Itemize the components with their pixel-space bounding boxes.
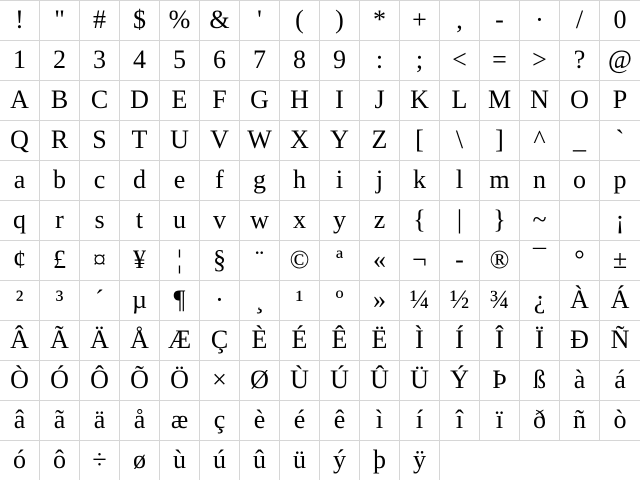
glyph-cell[interactable]: { [400, 201, 440, 240]
glyph-cell[interactable]: C [80, 81, 120, 120]
glyph-cell[interactable]: , [440, 1, 480, 40]
glyph-cell[interactable]: á [614, 365, 626, 394]
glyph-cell[interactable]: Ô [80, 361, 120, 400]
glyph-cell[interactable]: G [240, 81, 280, 120]
glyph-cell[interactable]: ^ [520, 121, 560, 160]
glyph-cell[interactable]: ' [240, 1, 280, 40]
glyph-cell[interactable]: ½ [440, 281, 480, 320]
glyph-cell[interactable]: y [320, 201, 360, 240]
glyph-cell[interactable]: ¾ [480, 281, 520, 320]
glyph-cell[interactable]: Ç [200, 321, 240, 360]
glyph-cell[interactable]: L [440, 81, 480, 120]
glyph-cell[interactable]: Ã [40, 321, 80, 360]
glyph-cell[interactable]: - [440, 241, 480, 280]
glyph-cell[interactable]: © [280, 241, 320, 280]
glyph-cell[interactable]: ¦ [160, 241, 200, 280]
glyph-cell[interactable]: $ [120, 1, 160, 40]
glyph-cell[interactable]: - [480, 1, 520, 40]
glyph-cell[interactable]: Á [610, 285, 630, 314]
glyph-cell[interactable]: z [360, 201, 400, 240]
glyph-cell[interactable]: U [160, 121, 200, 160]
glyph-cell[interactable]: ç [200, 401, 240, 440]
glyph-cell[interactable]: ý [320, 441, 360, 480]
glyph-row [0, 280, 640, 320]
glyph-cell[interactable]: ; [400, 41, 440, 80]
glyph-cell[interactable]: ] [480, 121, 520, 160]
glyph-cell[interactable]: ` [615, 125, 625, 154]
glyph-cell[interactable]: 7 [240, 41, 280, 80]
glyph-cell[interactable]: } [480, 201, 520, 240]
glyph-cell[interactable]: ÿ [400, 441, 440, 480]
glyph-cell[interactable]: û [240, 441, 280, 480]
glyph-cell[interactable]: Y [320, 121, 360, 160]
glyph-cell[interactable]: = [480, 41, 520, 80]
glyph-row [0, 120, 640, 160]
glyph-cell[interactable]: é [280, 401, 320, 440]
glyph-cell[interactable]: £ [40, 241, 80, 280]
glyph-cell[interactable]: X [280, 121, 320, 160]
glyph-cell[interactable]: Æ [160, 321, 200, 360]
glyph-cell[interactable]: % [160, 1, 200, 40]
glyph-cell[interactable]: & [200, 1, 240, 40]
glyph-cell[interactable]: h [280, 161, 320, 200]
glyph-cell[interactable]: \ [440, 121, 480, 160]
glyph-cell[interactable]: Z [360, 121, 400, 160]
glyph-cell[interactable]: K [400, 81, 440, 120]
glyph-cell[interactable]: o [560, 161, 600, 200]
glyph-cell[interactable]: f [200, 161, 240, 200]
glyph-cell[interactable]: l [440, 161, 480, 200]
glyph-cell[interactable]: D [120, 81, 160, 120]
glyph-cell[interactable]: d [120, 161, 160, 200]
glyph-cell[interactable]: 6 [200, 41, 240, 80]
glyph-cell[interactable]: s [80, 201, 120, 240]
glyph-cell[interactable]: È [240, 321, 280, 360]
glyph-cell[interactable]: æ [160, 401, 200, 440]
glyph-cell[interactable]: ¶ [160, 281, 200, 320]
glyph-cell[interactable]: Ð [560, 321, 600, 360]
glyph-cell[interactable]: N [520, 81, 560, 120]
glyph-cell[interactable]: ú [200, 441, 240, 480]
glyph-cell[interactable]: Þ [480, 361, 520, 400]
glyph-cell[interactable]: ¥ [120, 241, 160, 280]
glyph-cell[interactable]: 2 [40, 41, 80, 80]
glyph-cell[interactable]: x [280, 201, 320, 240]
glyph-cell[interactable]: å [120, 401, 160, 440]
glyph-cell[interactable]: ÷ [80, 441, 120, 480]
glyph-cell[interactable]: ù [160, 441, 200, 480]
glyph-cell[interactable]: ì [360, 401, 400, 440]
glyph-cell[interactable]: Û [360, 361, 400, 400]
glyph-cell[interactable]: 9 [320, 41, 360, 80]
glyph-cell[interactable]: u [160, 201, 200, 240]
glyph-cell[interactable]: V [200, 121, 240, 160]
glyph-cell[interactable]: A [0, 81, 40, 120]
glyph-cell[interactable]: Ë [360, 321, 400, 360]
glyph-cell[interactable]: ª [320, 241, 360, 280]
glyph-cell[interactable]: r [40, 201, 80, 240]
glyph-cell[interactable]: / [560, 1, 600, 40]
glyph-row [0, 40, 640, 80]
glyph-cell[interactable]: Í [440, 321, 480, 360]
glyph-cell[interactable]: 5 [160, 41, 200, 80]
glyph-cell[interactable]: Ñ [610, 325, 630, 354]
glyph-cell[interactable]: 8 [280, 41, 320, 80]
glyph-cell[interactable]: ´ [80, 281, 120, 320]
glyph-cell[interactable]: ¹ [280, 281, 320, 320]
glyph-cell[interactable]: t [120, 201, 160, 240]
glyph-row [0, 200, 640, 240]
glyph-cell[interactable]: µ [120, 281, 160, 320]
glyph-cell[interactable]: è [240, 401, 280, 440]
glyph-cell[interactable]: q [0, 201, 40, 240]
glyph-row [0, 360, 640, 400]
glyph-cell[interactable]: Ê [320, 321, 360, 360]
glyph-cell[interactable]: W [240, 121, 280, 160]
glyph-cell[interactable]: â [0, 401, 40, 440]
glyph-cell[interactable]: þ [360, 441, 400, 480]
glyph-cell[interactable]: a [0, 161, 40, 200]
glyph-cell[interactable]: _ [560, 121, 600, 160]
glyph-cell[interactable]: ( [280, 1, 320, 40]
glyph-cell[interactable]: k [400, 161, 440, 200]
glyph-cell[interactable]: > [520, 41, 560, 80]
glyph-cell[interactable]: Ù [280, 361, 320, 400]
glyph-cell[interactable]: ® [480, 241, 520, 280]
glyph-cell[interactable]: Õ [120, 361, 160, 400]
glyph-cell[interactable]: ¬ [400, 241, 440, 280]
glyph-cell[interactable]: p [613, 165, 627, 194]
empty-glyph-cell[interactable] [560, 201, 600, 240]
glyph-cell[interactable]: í [400, 401, 440, 440]
glyph-cell[interactable]: R [40, 121, 80, 160]
glyph-cell[interactable]: ¨ [240, 241, 280, 280]
glyph-cell[interactable]: ï [480, 401, 520, 440]
glyph-cell[interactable]: w [240, 201, 280, 240]
glyph-cell[interactable]: < [440, 41, 480, 80]
glyph-cell[interactable]: ¯ [520, 241, 560, 280]
glyph-cell[interactable]: ~ [520, 201, 560, 240]
glyph-cell[interactable]: v [200, 201, 240, 240]
glyph-cell[interactable]: Ì [400, 321, 440, 360]
glyph-cell[interactable]: Ï [520, 321, 560, 360]
glyph-cell[interactable]: O [560, 81, 600, 120]
glyph-cell[interactable]: e [160, 161, 200, 200]
glyph-row [0, 240, 640, 280]
glyph-cell[interactable]: Â [0, 321, 40, 360]
glyph-cell[interactable]: ü [280, 441, 320, 480]
glyph-row [0, 400, 640, 440]
glyph-cell[interactable]: @ [608, 45, 632, 74]
glyph-cell[interactable]: Î [480, 321, 520, 360]
glyph-cell[interactable]: ¤ [80, 241, 120, 280]
glyph-cell[interactable]: ³ [40, 281, 80, 320]
glyph-cell[interactable]: » [360, 281, 400, 320]
empty-area [440, 441, 640, 480]
glyph-cell[interactable]: + [400, 1, 440, 40]
glyph-cell[interactable]: Å [120, 321, 160, 360]
glyph-cell[interactable]: « [360, 241, 400, 280]
glyph-cell[interactable]: # [80, 1, 120, 40]
glyph-row [0, 80, 640, 120]
glyph-cell[interactable]: î [440, 401, 480, 440]
glyph-cell[interactable]: ! [0, 1, 40, 40]
glyph-cell[interactable]: ß [520, 361, 560, 400]
glyph-row [0, 440, 640, 480]
glyph-cell[interactable]: Ö [160, 361, 200, 400]
glyph-cell[interactable]: À [560, 281, 600, 320]
glyph-cell[interactable]: : [360, 41, 400, 80]
glyph-cell[interactable]: j [360, 161, 400, 200]
glyph-cell[interactable]: ¡ [615, 205, 625, 234]
glyph-cell[interactable]: ² [0, 281, 40, 320]
glyph-cell[interactable]: ) [320, 1, 360, 40]
glyph-cell[interactable]: Ä [80, 321, 120, 360]
glyph-row [0, 160, 640, 200]
glyph-cell[interactable]: | [440, 201, 480, 240]
glyph-cell[interactable]: ñ [560, 401, 600, 440]
glyph-cell[interactable]: ð [520, 401, 560, 440]
glyph-cell[interactable]: · [200, 281, 240, 320]
glyph-cell[interactable]: ô [40, 441, 80, 480]
glyph-cell[interactable]: ¸ [240, 281, 280, 320]
glyph-cell[interactable]: ± [612, 245, 628, 274]
glyph-cell[interactable]: º [320, 281, 360, 320]
glyph-cell[interactable]: 4 [120, 41, 160, 80]
glyph-cell[interactable]: Ò [0, 361, 40, 400]
glyph-cell[interactable]: B [40, 81, 80, 120]
glyph-cell[interactable]: É [280, 321, 320, 360]
glyph-cell[interactable]: · [520, 1, 560, 40]
glyph-cell[interactable]: P [612, 85, 628, 114]
glyph-cell[interactable]: Ü [400, 361, 440, 400]
glyph-cell[interactable]: § [200, 241, 240, 280]
glyph-cell[interactable]: [ [400, 121, 440, 160]
glyph-cell[interactable]: ¿ [520, 281, 560, 320]
glyph-cell[interactable]: ã [40, 401, 80, 440]
glyph-cell[interactable]: 0 [613, 5, 627, 34]
glyph-cell[interactable]: ò [613, 405, 627, 434]
glyph-cell[interactable]: * [360, 1, 400, 40]
glyph-cell[interactable]: ° [560, 241, 600, 280]
glyph-cell[interactable]: b [40, 161, 80, 200]
glyph-cell[interactable]: g [240, 161, 280, 200]
glyph-cell[interactable]: S [80, 121, 120, 160]
glyph-cell[interactable]: F [200, 81, 240, 120]
glyph-cell[interactable]: ¼ [400, 281, 440, 320]
glyph-cell[interactable]: Ø [240, 361, 280, 400]
glyph-cell[interactable]: I [320, 81, 360, 120]
glyph-cell[interactable]: ê [320, 401, 360, 440]
glyph-cell[interactable]: T [120, 121, 160, 160]
glyph-cell[interactable]: ¢ [0, 241, 40, 280]
glyph-row [0, 0, 640, 40]
glyph-cell[interactable]: Q [0, 121, 40, 160]
glyph-row [0, 320, 640, 360]
glyph-cell[interactable]: Ú [320, 361, 360, 400]
glyph-cell[interactable]: ø [120, 441, 160, 480]
glyph-cell[interactable]: Ý [440, 361, 480, 400]
glyph-cell[interactable]: H [280, 81, 320, 120]
glyph-cell[interactable]: J [360, 81, 400, 120]
glyph-cell[interactable]: M [480, 81, 520, 120]
glyph-cell[interactable]: " [40, 1, 80, 40]
glyph-cell[interactable]: 1 [0, 41, 40, 80]
glyph-cell[interactable]: à [560, 361, 600, 400]
glyph-cell[interactable]: ä [80, 401, 120, 440]
glyph-cell[interactable]: ? [560, 41, 600, 80]
glyph-cell[interactable]: Ó [40, 361, 80, 400]
glyph-cell[interactable]: × [200, 361, 240, 400]
glyph-cell[interactable]: m [480, 161, 520, 200]
glyph-cell[interactable]: c [80, 161, 120, 200]
glyph-cell[interactable]: ó [0, 441, 40, 480]
glyph-cell[interactable]: n [520, 161, 560, 200]
glyph-cell[interactable]: 3 [80, 41, 120, 80]
glyph-cell[interactable]: i [320, 161, 360, 200]
glyph-cell[interactable]: E [160, 81, 200, 120]
